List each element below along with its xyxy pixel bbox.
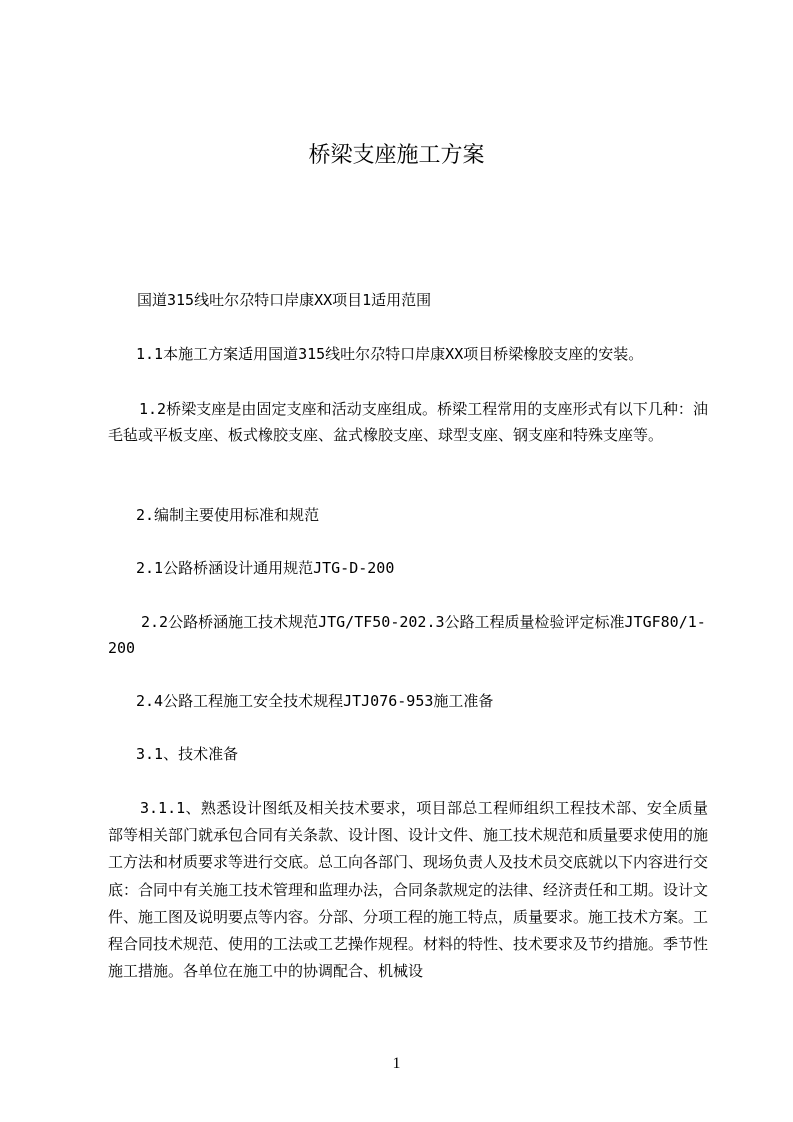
paragraph-3-1: 3.1、技术准备 [136, 745, 239, 763]
page-number: 1 [392, 1055, 401, 1072]
paragraph-scope-heading: 国道315线吐尔尕特口岸康XX项目1适用范围 [137, 291, 432, 309]
paragraph-1-2: 1.2桥梁支座是由固定支座和活动支座组成。桥梁工程常用的支座形式有以下几种：油毛毡或平板支座、板式橡胶支座、盆式橡胶支座、球型支座、钢支座和特殊支座等。 [108, 400, 708, 444]
paragraph-2-4: 2.4公路工程施工安全技术规程JTJ076-953施工准备 [136, 692, 494, 710]
paragraph-3-1-1: 3.1.1、熟悉设计图纸及相关技术要求，项目部总工程师组织工程技术部、安全质量部等相关部门就承包合同有关条款、设计图、设计文件、施工技术规范和质量要求使用的施工方法和材质要求等进行交底。总工向各部门、现场负责人及技术员交底就以下内容进行交底：合同中有关施工技术管理和监理办法，合同条款规定的法律、经济责任和工期。设计文件、施工图及说明要点等内容。分部、分项工程的施工特点，质量要求。施工技术方案。工程合同技术规范、使用的工法或工艺操作规程。材料的特性、技术要求及节约措施。季节性施工措施。各单位在施工中的协调配合、机械设 [108, 799, 709, 981]
paragraph-1-1: 1.1本施工方案适用国道315线吐尔尕特口岸康XX项目桥梁橡胶支座的安装。 [136, 345, 644, 363]
paragraph-standards-heading: 2.编制主要使用标准和规范 [136, 506, 320, 524]
paragraph-2-1: 2.1公路桥涵设计通用规范JTG-D-200 [136, 559, 395, 577]
paragraph-2-2: 2.2公路桥涵施工技术规范JTG/TF50-202.3公路工程质量检验评定标准JTGF80/1-200 [108, 613, 706, 657]
document-title: 桥梁支座施工方案 [308, 143, 485, 168]
